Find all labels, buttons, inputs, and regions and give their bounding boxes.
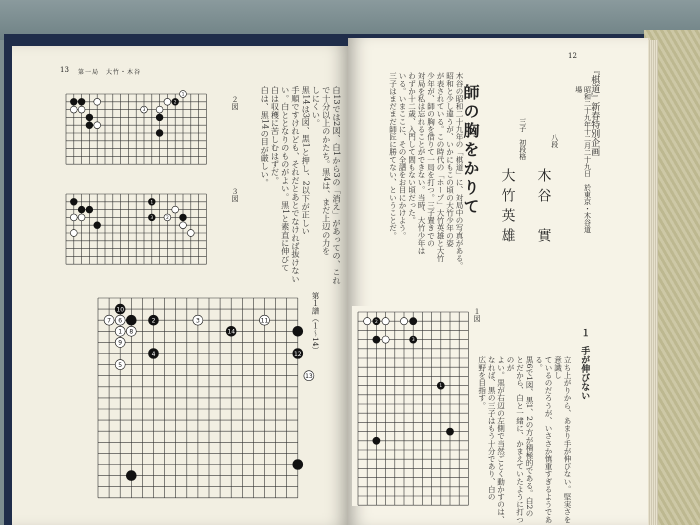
white-stone [187,230,194,237]
left-body-col-8: 白は、黒14の目が厳しい。 [260,86,271,187]
move-number: 1 [181,91,185,97]
commentary-col-4: とだから、白と一緒に、かまえていたように打つのが [506,356,525,524]
move-number: 5 [118,361,123,369]
left-page-number: 13 [60,66,69,74]
move-number: 12 [293,350,302,358]
white-stone [400,318,407,325]
black-stone [410,318,417,325]
move-number: 6 [118,317,123,325]
white-stone [156,106,163,113]
figure-2-label: ２図 [231,96,239,110]
black-stone [86,206,93,213]
move-number: 9 [118,339,123,347]
left-body-col-4: 黒14は3図、黒1と押し、2以下が正しい [301,86,312,236]
white-stone [164,98,171,105]
white-stone [70,106,77,113]
move-number: 1 [118,328,123,336]
intro-col-7: いる。いまここに、その全譜をお目にかけよう。 [398,72,408,240]
black-stone [70,198,77,205]
intro-col-2: 昭和と少し違うが、いかにもこの頃の大竹少年の姿 [445,72,455,247]
move-number: 3 [411,338,415,344]
player2-name: 大竹英雄 [499,168,516,248]
move-number: 4 [151,350,156,358]
intro-col-6: わずか十二歳、入門して間もない頃だった。 [407,72,417,224]
main-figure-label: 第１譜（１〜14） [311,292,320,355]
left-body-col-3: しにくい。 [311,86,322,127]
black-stone [94,222,101,229]
player1-name: 木谷 實 [535,168,552,248]
black-stone [156,130,163,137]
main-go-board [92,292,313,502]
chapter-title: 師の胸をかりて [461,84,480,217]
black-stone [78,206,85,213]
left-body-col-5: 手順ですけれども、それだとあとでなければ抜けない [291,86,301,283]
commentary-col-3: 黒6で1図、黒1、2の方が積極的である。白2の [525,356,535,517]
right-page [348,38,648,525]
left-running-head: 第一局 大竹・木谷 [78,69,142,76]
figure-3-label: ３図 [231,188,239,202]
move-number: 8 [129,328,134,336]
white-stone [78,106,85,113]
left-body-col-6: い。白ととなりのものがよい。黒1と素直に伸びて [280,86,291,272]
left-body-col-2: で十分以上のかたち。黒4は、まだ上辺の力を [321,86,332,256]
black-stone [70,98,77,105]
move-number: 2 [166,214,169,220]
black-stone [180,214,187,221]
white-stone [78,214,85,221]
commentary-col-1: 立ち上がりから、あまり手が伸びない。堅実さを意識し [553,356,572,524]
white-stone [172,206,179,213]
intro-text [384,72,464,292]
move-number: 1 [150,199,154,205]
black-stone [373,437,380,444]
black-stone [126,315,136,325]
commentary-col-2: ているのだろうが、いささか慎重すぎるようである。 [534,356,554,524]
commentary-col-7: 広野を目指す。 [477,356,487,410]
black-stone [78,98,85,105]
move-number: 2 [151,317,156,325]
intro-col-1: 木谷の昭和二十九年の「棋道」に、対局中の写真がある。 [455,72,464,270]
move-number: 3 [142,107,146,113]
black-stone [373,336,380,343]
intro-col-8: 三子はまだまだ師匠に勝てない、ということだ。 [388,72,398,240]
black-stone [156,114,163,121]
move-number: 3 [150,214,154,220]
white-stone [70,214,77,221]
commentary-col-6: なれば、黒の三子はもう十分であり、白の [487,356,497,501]
intro-col-4: 少年が、師の胸を借りて一局を打つ。三子置きでの [426,72,436,247]
player2-rank: 三子 初段格 [518,118,527,160]
left-page [12,46,348,525]
player1-rank: 八段 [550,134,559,148]
move-number: 14 [227,328,236,336]
white-stone [382,318,389,325]
black-stone [293,326,303,336]
move-number: 1 [439,384,443,390]
move-number: 11 [260,317,269,325]
white-stone [180,222,187,229]
white-stone [94,122,101,129]
page-edges [648,40,658,525]
black-stone [126,471,136,481]
section-title: １ 手が伸びない [579,328,590,400]
left-body-col-7: 白は収穫に苦しむはずだ。 [270,86,281,185]
commentary-text [477,356,572,524]
figure-1-label: １図 [473,308,481,322]
right-page-number: 12 [568,52,577,60]
left-body-col-1: 白13では2図、白1から3の「消え」があっての、これ [332,86,342,285]
figure-2-board [60,90,210,170]
move-number: 2 [375,319,378,325]
move-number: 2 [173,99,177,105]
intro-col-5: 対局を私は忘れることができない。当時、大竹少年は [417,72,427,255]
black-stone [293,460,303,470]
move-number: 10 [116,306,125,314]
figure-3-board [60,190,210,268]
subtitle: 『棋道』新春特別企画 [589,66,600,156]
move-number: 3 [195,317,200,325]
white-stone [94,98,101,105]
white-stone [382,336,389,343]
white-stone [70,230,77,237]
move-number: 13 [305,372,313,380]
move-number: 7 [107,317,112,325]
intro-col-3: が表されている。この時代の「ホープ」大竹英雄と大竹 [436,72,446,262]
black-stone [446,428,453,435]
black-stone [86,114,93,121]
black-stone [86,122,93,129]
event-date: 昭和二十九年十二月二十九日 於東京・木谷道場 [574,86,592,233]
figure-1-board [352,306,468,506]
commentary-col-5: よい。黒が右辺の左側で当然ごとく動かすのは、 [496,356,506,524]
left-body-text [242,86,342,286]
white-stone [364,318,371,325]
